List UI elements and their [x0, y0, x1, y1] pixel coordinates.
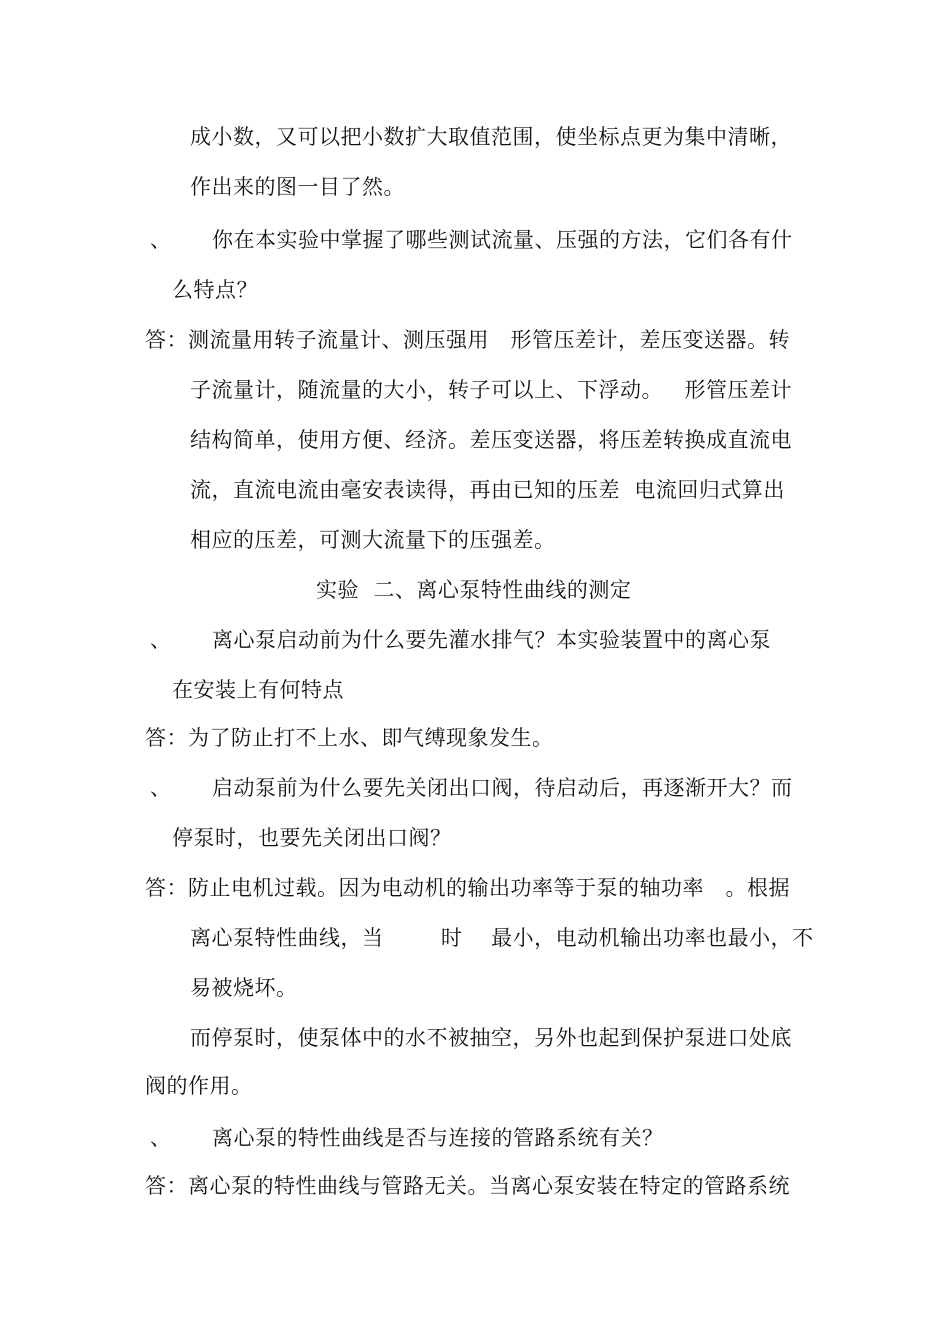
question-line: 你在本实验中掌握了哪些测试流量、压强的方法，它们各有什 — [212, 228, 793, 252]
text-line: 作出来的图一目了然。 — [190, 175, 405, 199]
text-line: 成小数，又可以把小数扩大取值范围，使坐标点更为集中清晰， — [190, 125, 792, 149]
answer-line: 答：为了防止打不上水、即气缚现象发生。 — [145, 726, 554, 750]
enumeration-mark: 、 — [150, 628, 171, 652]
answer-line: 离心泵特性曲线，当 时 最小，电动机输出功率也最小，不 — [190, 926, 814, 950]
question-line: 离心泵启动前为什么要先灌水排气？本实验装置中的离心泵 — [212, 628, 771, 652]
section-heading: 实验 二、离心泵特性曲线的测定 — [316, 578, 632, 602]
question-line: 在安装上有何特点 — [172, 678, 344, 702]
question-line: 离心泵的特性曲线是否与连接的管路系统有关？ — [212, 1126, 664, 1150]
enumeration-mark: 、 — [150, 776, 171, 800]
answer-line: 相应的压差，可测大流量下的压强差。 — [190, 528, 556, 552]
enumeration-mark: 、 — [150, 228, 171, 252]
answer-line: 子流量计，随流量的大小，转子可以上、下浮动。 形管压差计 — [190, 378, 793, 402]
answer-line: 流，直流电流由毫安表读得，再由已知的压差 电流回归式算出 — [190, 478, 785, 502]
paragraph-line: 阀的作用。 — [145, 1074, 253, 1098]
answer-line: 答：离心泵的特性曲线与管路无关。当离心泵安装在特定的管路系统 — [145, 1174, 790, 1198]
question-line: 启动泵前为什么要先关闭出口阀，待启动后，再逐渐开大？而 — [212, 776, 793, 800]
enumeration-mark: 、 — [150, 1126, 171, 1150]
paragraph-line: 而停泵时，使泵体中的水不被抽空，另外也起到保护泵进口处底 — [190, 1026, 792, 1050]
answer-line: 结构简单，使用方便、经济。差压变送器，将压差转换成直流电 — [190, 428, 792, 452]
answer-line: 答：防止电机过载。因为电动机的输出功率等于泵的轴功率 。根据 — [145, 876, 791, 900]
answer-line: 易被烧坏。 — [190, 976, 298, 1000]
answer-line: 答：测流量用转子流量计、测压强用 形管压差计，差压变送器。转 — [145, 328, 791, 352]
question-line: 停泵时，也要先关闭出口阀？ — [172, 826, 452, 850]
question-line: 么特点？ — [172, 278, 258, 302]
